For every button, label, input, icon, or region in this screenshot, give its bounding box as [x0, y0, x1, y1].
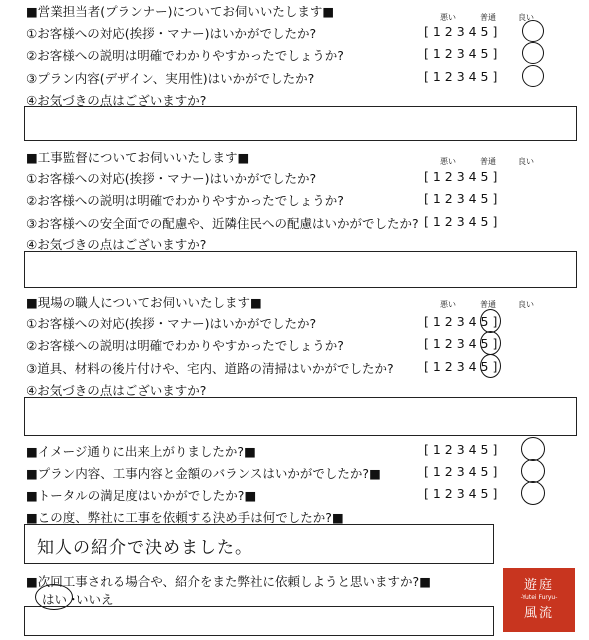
selected-circle: [480, 354, 501, 378]
next-answer-box[interactable]: [24, 606, 494, 636]
comment-label-planner: ④お気づきの点はございますか?: [26, 93, 207, 108]
rating-planner-1[interactable]: [ 1 2 3 4 5 ]: [424, 24, 498, 39]
question-planner-3: ③プラン内容(デザイン、実用性)はいかがでしたか?: [26, 71, 315, 86]
rating-craftsmen-1[interactable]: [ 1 2 3 4 5 ]: [424, 314, 498, 329]
scale-normal: 普通: [480, 13, 496, 22]
question-craftsmen-1: ①お客様への対応(挨拶・マナー)はいかがでしたか?: [26, 316, 317, 331]
rating-supervisor-3[interactable]: [ 1 2 3 4 5 ]: [424, 214, 498, 229]
scale-normal: 普通: [480, 300, 496, 309]
rating-overall-2[interactable]: [ 1 2 3 4 5 ]: [424, 464, 498, 479]
question-craftsmen-2: ②お客様への説明は明確でわかりやすかったでしょうか?: [26, 338, 344, 353]
next-option-separator: ・: [67, 592, 80, 607]
rating-planner-3[interactable]: [ 1 2 3 4 5 ]: [424, 69, 498, 84]
selected-circle: [522, 20, 544, 42]
question-planner-1: ①お客様への対応(挨拶・マナー)はいかがでしたか?: [26, 26, 317, 41]
selected-circle: [480, 309, 501, 333]
question-planner-2: ②お客様への説明は明確でわかりやすかったでしょうか?: [26, 48, 344, 63]
scale-bad: 悪い: [440, 300, 456, 309]
selected-circle: [480, 331, 501, 355]
rating-supervisor-2[interactable]: [ 1 2 3 4 5 ]: [424, 191, 498, 206]
selected-circle: [521, 481, 545, 505]
scale-bad: 悪い: [440, 13, 456, 22]
rating-craftsmen-2[interactable]: [ 1 2 3 4 5 ]: [424, 336, 498, 351]
logo-romaji: -Yutei Furyu-: [520, 594, 558, 601]
rating-overall-1[interactable]: [ 1 2 3 4 5 ]: [424, 442, 498, 457]
question-overall-3: ■トータルの満足度はいかがでしたか?■: [26, 488, 257, 503]
logo-kanji-bottom: 風流: [523, 606, 554, 621]
decision-answer: 知人の紹介で決めました。: [37, 538, 253, 558]
decision-answer-box[interactable]: [24, 524, 494, 564]
next-option-no[interactable]: いいえ: [76, 592, 114, 607]
question-supervisor-2: ②お客様への説明は明確でわかりやすかったでしょうか?: [26, 193, 344, 208]
question-supervisor-3: ③お客様への安全面での配慮や、近隣住民への配慮はいかがでしたか?: [26, 216, 419, 231]
rating-overall-3[interactable]: [ 1 2 3 4 5 ]: [424, 486, 498, 501]
section-title-supervisor: ■工事監督についてお伺いいたします■: [26, 150, 250, 165]
selected-circle: [521, 437, 545, 461]
scale-normal: 普通: [480, 157, 496, 166]
scale-good: 良い: [518, 300, 534, 309]
decision-title: ■この度、弊社に工事を依頼する決め手は何でしたか?■: [26, 510, 344, 525]
scale-good: 良い: [518, 13, 534, 22]
question-overall-1: ■イメージ通りに出来上がりましたか?■: [26, 444, 256, 459]
rating-planner-2[interactable]: [ 1 2 3 4 5 ]: [424, 46, 498, 61]
logo-kanji-top: 遊庭: [523, 578, 554, 593]
scale-good: 良い: [518, 157, 534, 166]
selected-circle: [521, 459, 545, 483]
rating-supervisor-1[interactable]: [ 1 2 3 4 5 ]: [424, 169, 498, 184]
rating-craftsmen-3[interactable]: [ 1 2 3 4 5 ]: [424, 359, 498, 374]
comment-label-supervisor: ④お気づきの点はございますか?: [26, 237, 207, 252]
question-craftsmen-3: ③道具、材料の後片付けや、宅内、道路の清掃はいかがでしたか?: [26, 361, 394, 376]
selected-circle: [522, 65, 544, 87]
next-title: ■次回工事される場合や、紹介をまた弊社に依頼しようと思いますか?■: [26, 574, 432, 589]
company-logo: [503, 568, 575, 632]
section-title-planner: ■営業担当者(プランナー)についてお伺いいたします■: [26, 4, 335, 19]
question-overall-2: ■プラン内容、工事内容と金額のバランスはいかがでしたか?■: [26, 466, 381, 481]
next-option-yes[interactable]: はい: [42, 592, 68, 607]
selected-circle: [522, 42, 544, 64]
comment-box-planner[interactable]: [24, 106, 577, 141]
scale-bad: 悪い: [440, 157, 456, 166]
question-supervisor-1: ①お客様への対応(挨拶・マナー)はいかがでしたか?: [26, 171, 317, 186]
section-title-craftsmen: ■現場の職人についてお伺いいたします■: [26, 295, 262, 310]
comment-label-craftsmen: ④お気づきの点はございますか?: [26, 383, 207, 398]
comment-box-craftsmen[interactable]: [24, 397, 577, 436]
comment-box-supervisor[interactable]: [24, 251, 577, 288]
